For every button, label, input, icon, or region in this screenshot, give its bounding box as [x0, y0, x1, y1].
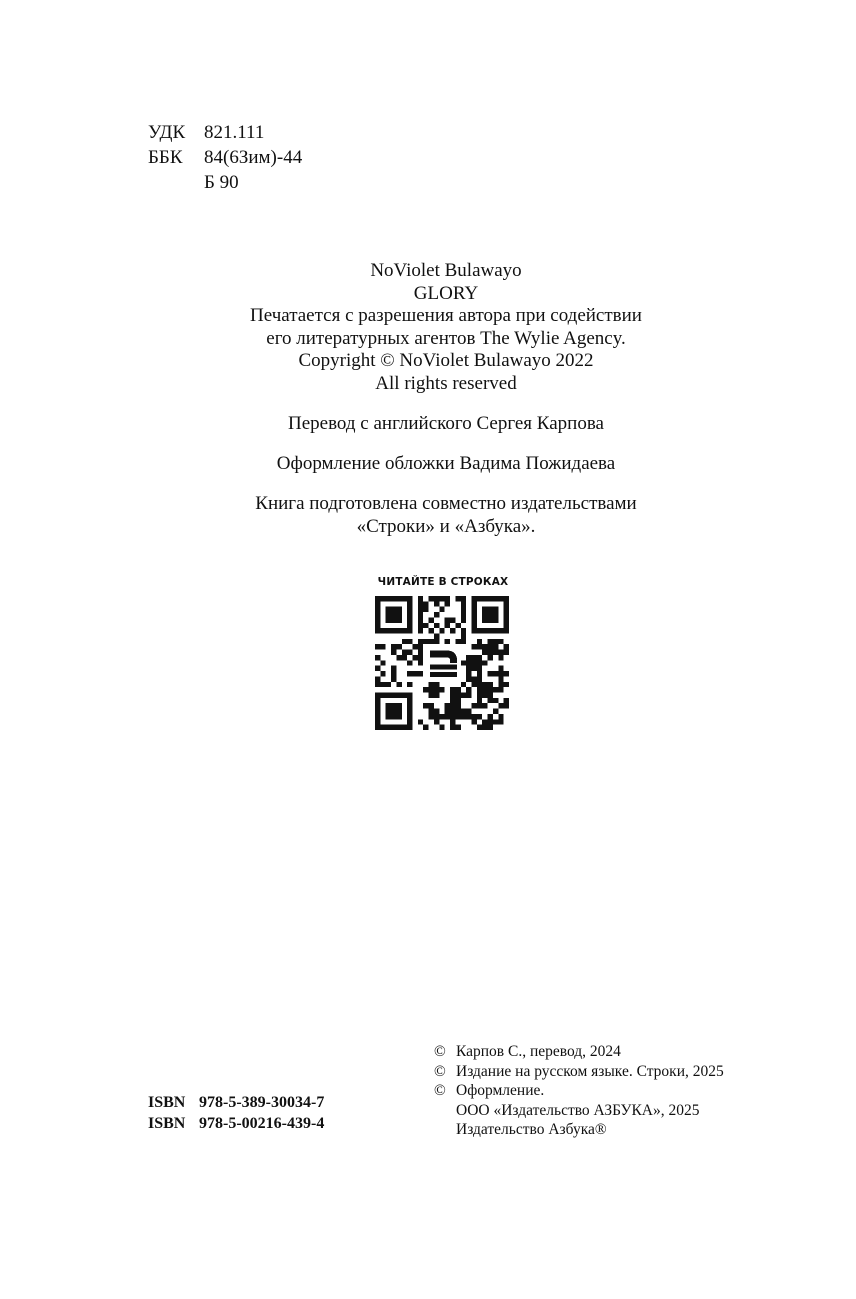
qr-module	[477, 725, 482, 730]
qr-module	[488, 698, 493, 703]
qr-module	[455, 623, 460, 628]
qr-module	[418, 601, 423, 606]
classification-value: 84(6Зим)-44	[204, 147, 303, 168]
qr-module	[504, 650, 509, 655]
qr-module	[418, 719, 423, 724]
qr-module	[461, 601, 466, 606]
qr-module	[471, 655, 476, 660]
qr-module	[413, 671, 418, 676]
isbn-row	[148, 1113, 324, 1134]
qr-module	[402, 655, 407, 660]
qr-module	[466, 709, 471, 714]
qr-module	[488, 655, 493, 660]
qr-code-graphic	[375, 596, 509, 730]
qr-caption: ЧИТАЙТЕ В СТРОКАХ	[377, 576, 509, 588]
classification-block	[148, 120, 302, 195]
qr-module	[423, 623, 428, 628]
copyright-text: ООО «Издательство АЗБУКА», 2025	[456, 1101, 700, 1119]
qr-module	[429, 714, 434, 719]
isbn-value: 978-5-00216-439-4	[199, 1115, 325, 1132]
qr-module	[477, 692, 482, 697]
qr-module	[461, 714, 466, 719]
qr-module	[445, 596, 450, 601]
qr-module	[439, 714, 444, 719]
copyright-text: Издание на русском языке. Строки, 2025	[456, 1062, 724, 1080]
qr-module	[471, 676, 476, 681]
qr-module	[498, 676, 503, 681]
qr-module	[439, 725, 444, 730]
qr-module	[482, 719, 487, 724]
classification-udk	[148, 120, 302, 145]
qr-module	[418, 623, 423, 628]
qr-module	[482, 687, 487, 692]
qr-module	[477, 682, 482, 687]
qr-module	[477, 644, 482, 649]
qr-module	[461, 682, 466, 687]
qr-module	[488, 682, 493, 687]
classification-bbk	[148, 145, 302, 170]
qr-module	[375, 666, 380, 671]
qr-module	[455, 687, 460, 692]
qr-module	[471, 666, 476, 671]
permission-line: Печатается с разрешения автора при содействии	[250, 305, 642, 327]
agency-line: его литературных агентов The Wylie Agency.	[266, 327, 626, 349]
qr-module	[498, 682, 503, 687]
qr-module	[482, 725, 487, 730]
qr-module	[461, 709, 466, 714]
qr-module	[434, 596, 439, 601]
qr-module	[413, 644, 418, 649]
qr-module	[461, 596, 466, 601]
qr-module	[498, 655, 503, 660]
copyright-item	[434, 1101, 724, 1121]
qr-module	[471, 719, 476, 724]
qr-module	[391, 650, 396, 655]
qr-module	[471, 644, 476, 649]
qr-module	[434, 692, 439, 697]
qr-module	[439, 628, 444, 633]
qr-module	[466, 660, 471, 665]
qr-module	[429, 703, 434, 708]
qr-module	[450, 719, 455, 724]
qr-module	[434, 714, 439, 719]
qr-module	[434, 634, 439, 639]
qr-module	[482, 692, 487, 697]
qr-module	[488, 719, 493, 724]
qr-module	[466, 666, 471, 671]
qr-module	[471, 660, 476, 665]
qr-module	[418, 671, 423, 676]
rights-line: All rights reserved	[375, 372, 517, 394]
qr-module	[445, 639, 450, 644]
qr-module	[450, 714, 455, 719]
qr-module	[429, 628, 434, 633]
qr-module	[418, 617, 423, 622]
qr-module	[434, 601, 439, 606]
qr-module	[450, 617, 455, 622]
qr-module	[493, 644, 498, 649]
qr-module	[429, 639, 434, 644]
qr-module	[461, 660, 466, 665]
qr-module	[471, 714, 476, 719]
copyright-symbol: ©	[434, 1082, 446, 1099]
qr-module	[429, 682, 434, 687]
qr-module	[461, 612, 466, 617]
qr-module	[402, 650, 407, 655]
author-name: NoViolet Bulawayo	[370, 260, 522, 281]
qr-module	[407, 671, 412, 676]
qr-module	[375, 676, 380, 681]
original-title: GLORY	[413, 282, 479, 304]
qr-module	[434, 639, 439, 644]
qr-module	[482, 703, 487, 708]
qr-module	[498, 666, 503, 671]
qr-module	[418, 644, 423, 649]
copyright-text: Оформление.	[456, 1082, 545, 1099]
copyright-block	[434, 1042, 724, 1140]
copyright-item	[434, 1042, 724, 1062]
qr-module	[482, 644, 487, 649]
cover-design-credit: Оформление обложки Вадима Пожидаева	[276, 453, 616, 474]
translation-credit: Перевод с английского Сергея Карпова	[288, 413, 604, 434]
qr-module	[493, 671, 498, 676]
isbn-row	[148, 1092, 324, 1113]
qr-module	[504, 698, 509, 703]
qr-module	[455, 725, 460, 730]
qr-module	[418, 596, 423, 601]
qr-module	[391, 676, 396, 681]
qr-module	[445, 714, 450, 719]
qr-module	[482, 660, 487, 665]
qr-module	[375, 655, 380, 660]
qr-module	[407, 639, 412, 644]
qr-module	[396, 655, 401, 660]
qr-module	[450, 725, 455, 730]
qr-module	[455, 692, 460, 697]
qr-module	[477, 698, 482, 703]
qr-module	[498, 639, 503, 644]
qr-module	[461, 639, 466, 644]
qr-module	[407, 660, 412, 665]
qr-module	[455, 596, 460, 601]
qr-module	[471, 703, 476, 708]
qr-module	[455, 639, 460, 644]
qr-module	[461, 692, 466, 697]
qr-module	[391, 644, 396, 649]
qr-module	[439, 596, 444, 601]
qr-module	[488, 687, 493, 692]
qr-module	[434, 612, 439, 617]
qr-module	[493, 687, 498, 692]
qr-module	[466, 676, 471, 681]
qr-module	[429, 687, 434, 692]
qr-module	[423, 639, 428, 644]
qr-module	[455, 709, 460, 714]
copyright-item	[434, 1081, 724, 1101]
qr-module	[445, 601, 450, 606]
qr-module	[493, 709, 498, 714]
copyright-item	[434, 1120, 724, 1140]
qr-module	[418, 628, 423, 633]
classification-code: УДК	[148, 122, 186, 143]
copyright-symbol: ©	[434, 1043, 446, 1060]
qr-module	[396, 644, 401, 649]
qr-module	[466, 671, 471, 676]
qr-module	[450, 692, 455, 697]
qr-module	[477, 639, 482, 644]
qr-module	[488, 714, 493, 719]
qr-module	[423, 607, 428, 612]
qr-module	[434, 682, 439, 687]
qr-module	[488, 725, 493, 730]
qr-module	[407, 650, 412, 655]
copyright-item	[434, 1062, 724, 1082]
qr-module	[498, 714, 503, 719]
qr-module	[504, 703, 509, 708]
qr-module	[466, 692, 471, 697]
qr-module	[477, 671, 482, 676]
qr-module	[423, 601, 428, 606]
qr-module	[477, 655, 482, 660]
qr-module	[477, 660, 482, 665]
qr-module	[429, 709, 434, 714]
qr-module	[471, 682, 476, 687]
qr-module	[434, 687, 439, 692]
qr-module	[477, 714, 482, 719]
qr-module	[477, 703, 482, 708]
qr-module	[391, 671, 396, 676]
qr-module	[386, 682, 391, 687]
qr-module	[504, 644, 509, 649]
qr-module	[375, 682, 380, 687]
qr-module	[418, 607, 423, 612]
isbn-value: 978-5-389-30034-7	[199, 1094, 325, 1111]
qr-module	[375, 644, 380, 649]
classification-author-mark	[148, 170, 302, 195]
qr-module	[488, 639, 493, 644]
copyright-text: Издательство Азбука®	[456, 1121, 607, 1138]
qr-module	[482, 650, 487, 655]
qr-module	[488, 692, 493, 697]
qr-module	[445, 623, 450, 628]
qr-module	[477, 687, 482, 692]
qr-module	[391, 666, 396, 671]
qr-module	[455, 698, 460, 703]
qr-module	[498, 703, 503, 708]
qr-module	[429, 617, 434, 622]
qr-module	[450, 628, 455, 633]
qr-module	[477, 676, 482, 681]
qr-module	[423, 725, 428, 730]
qr-module	[455, 703, 460, 708]
copyright-line: Copyright © NoViolet Bulawayo 2022	[298, 350, 594, 372]
isbn-label: ISBN	[148, 1115, 186, 1132]
qr-module	[434, 623, 439, 628]
credits-block	[0, 260, 856, 396]
qr-module	[450, 687, 455, 692]
qr-module	[493, 719, 498, 724]
qr-module	[493, 698, 498, 703]
qr-module	[380, 644, 385, 649]
copyright-symbol: ©	[434, 1062, 446, 1080]
classification-code: ББК	[148, 147, 183, 168]
qr-module	[429, 596, 434, 601]
qr-module	[434, 719, 439, 724]
qr-module	[450, 709, 455, 714]
qr-module	[488, 671, 493, 676]
qr-module	[439, 607, 444, 612]
qr-module	[461, 607, 466, 612]
joint-edition-note	[0, 493, 856, 538]
qr-module	[488, 644, 493, 649]
qr-module	[493, 650, 498, 655]
qr-module	[466, 714, 471, 719]
qr-module	[418, 660, 423, 665]
qr-module	[380, 682, 385, 687]
qr-module	[418, 655, 423, 660]
qr-module	[498, 671, 503, 676]
qr-module	[498, 719, 503, 724]
qr-module	[429, 692, 434, 697]
qr-module	[466, 687, 471, 692]
qr-module	[477, 666, 482, 671]
qr-module	[413, 655, 418, 660]
classification-value: 821.111	[204, 122, 265, 143]
isbn-label: ISBN	[148, 1094, 186, 1111]
qr-module	[498, 650, 503, 655]
qr-module	[450, 703, 455, 708]
isbn-block	[148, 1092, 324, 1134]
qr-module	[498, 687, 503, 692]
qr-module	[461, 634, 466, 639]
qr-module	[466, 655, 471, 660]
qr-module	[418, 612, 423, 617]
qr-module	[423, 703, 428, 708]
qr-module	[423, 687, 428, 692]
qr-module	[418, 639, 423, 644]
qr-module	[445, 709, 450, 714]
qr-module	[488, 650, 493, 655]
qr-module	[461, 617, 466, 622]
classification-value: Б 90	[204, 172, 239, 193]
qr-module	[461, 628, 466, 633]
qr-code-icon[interactable]	[375, 596, 509, 730]
qr-module	[493, 639, 498, 644]
qr-module	[396, 682, 401, 687]
qr-module	[434, 709, 439, 714]
joint-edition-line: «Строки» и «Азбука».	[356, 515, 536, 537]
qr-module	[445, 703, 450, 708]
qr-module	[455, 714, 460, 719]
qr-module	[439, 687, 444, 692]
qr-module	[504, 682, 509, 687]
joint-edition-line: Книга подготовлена совместно издательствами	[255, 493, 637, 514]
qr-module	[482, 682, 487, 687]
qr-module	[380, 660, 385, 665]
qr-module	[418, 650, 423, 655]
qr-module	[402, 639, 407, 644]
qr-module	[450, 698, 455, 703]
qr-module	[504, 671, 509, 676]
qr-module	[407, 682, 412, 687]
qr-module	[445, 617, 450, 622]
qr-module	[380, 671, 385, 676]
copyright-text: Карпов С., перевод, 2024	[456, 1043, 621, 1060]
